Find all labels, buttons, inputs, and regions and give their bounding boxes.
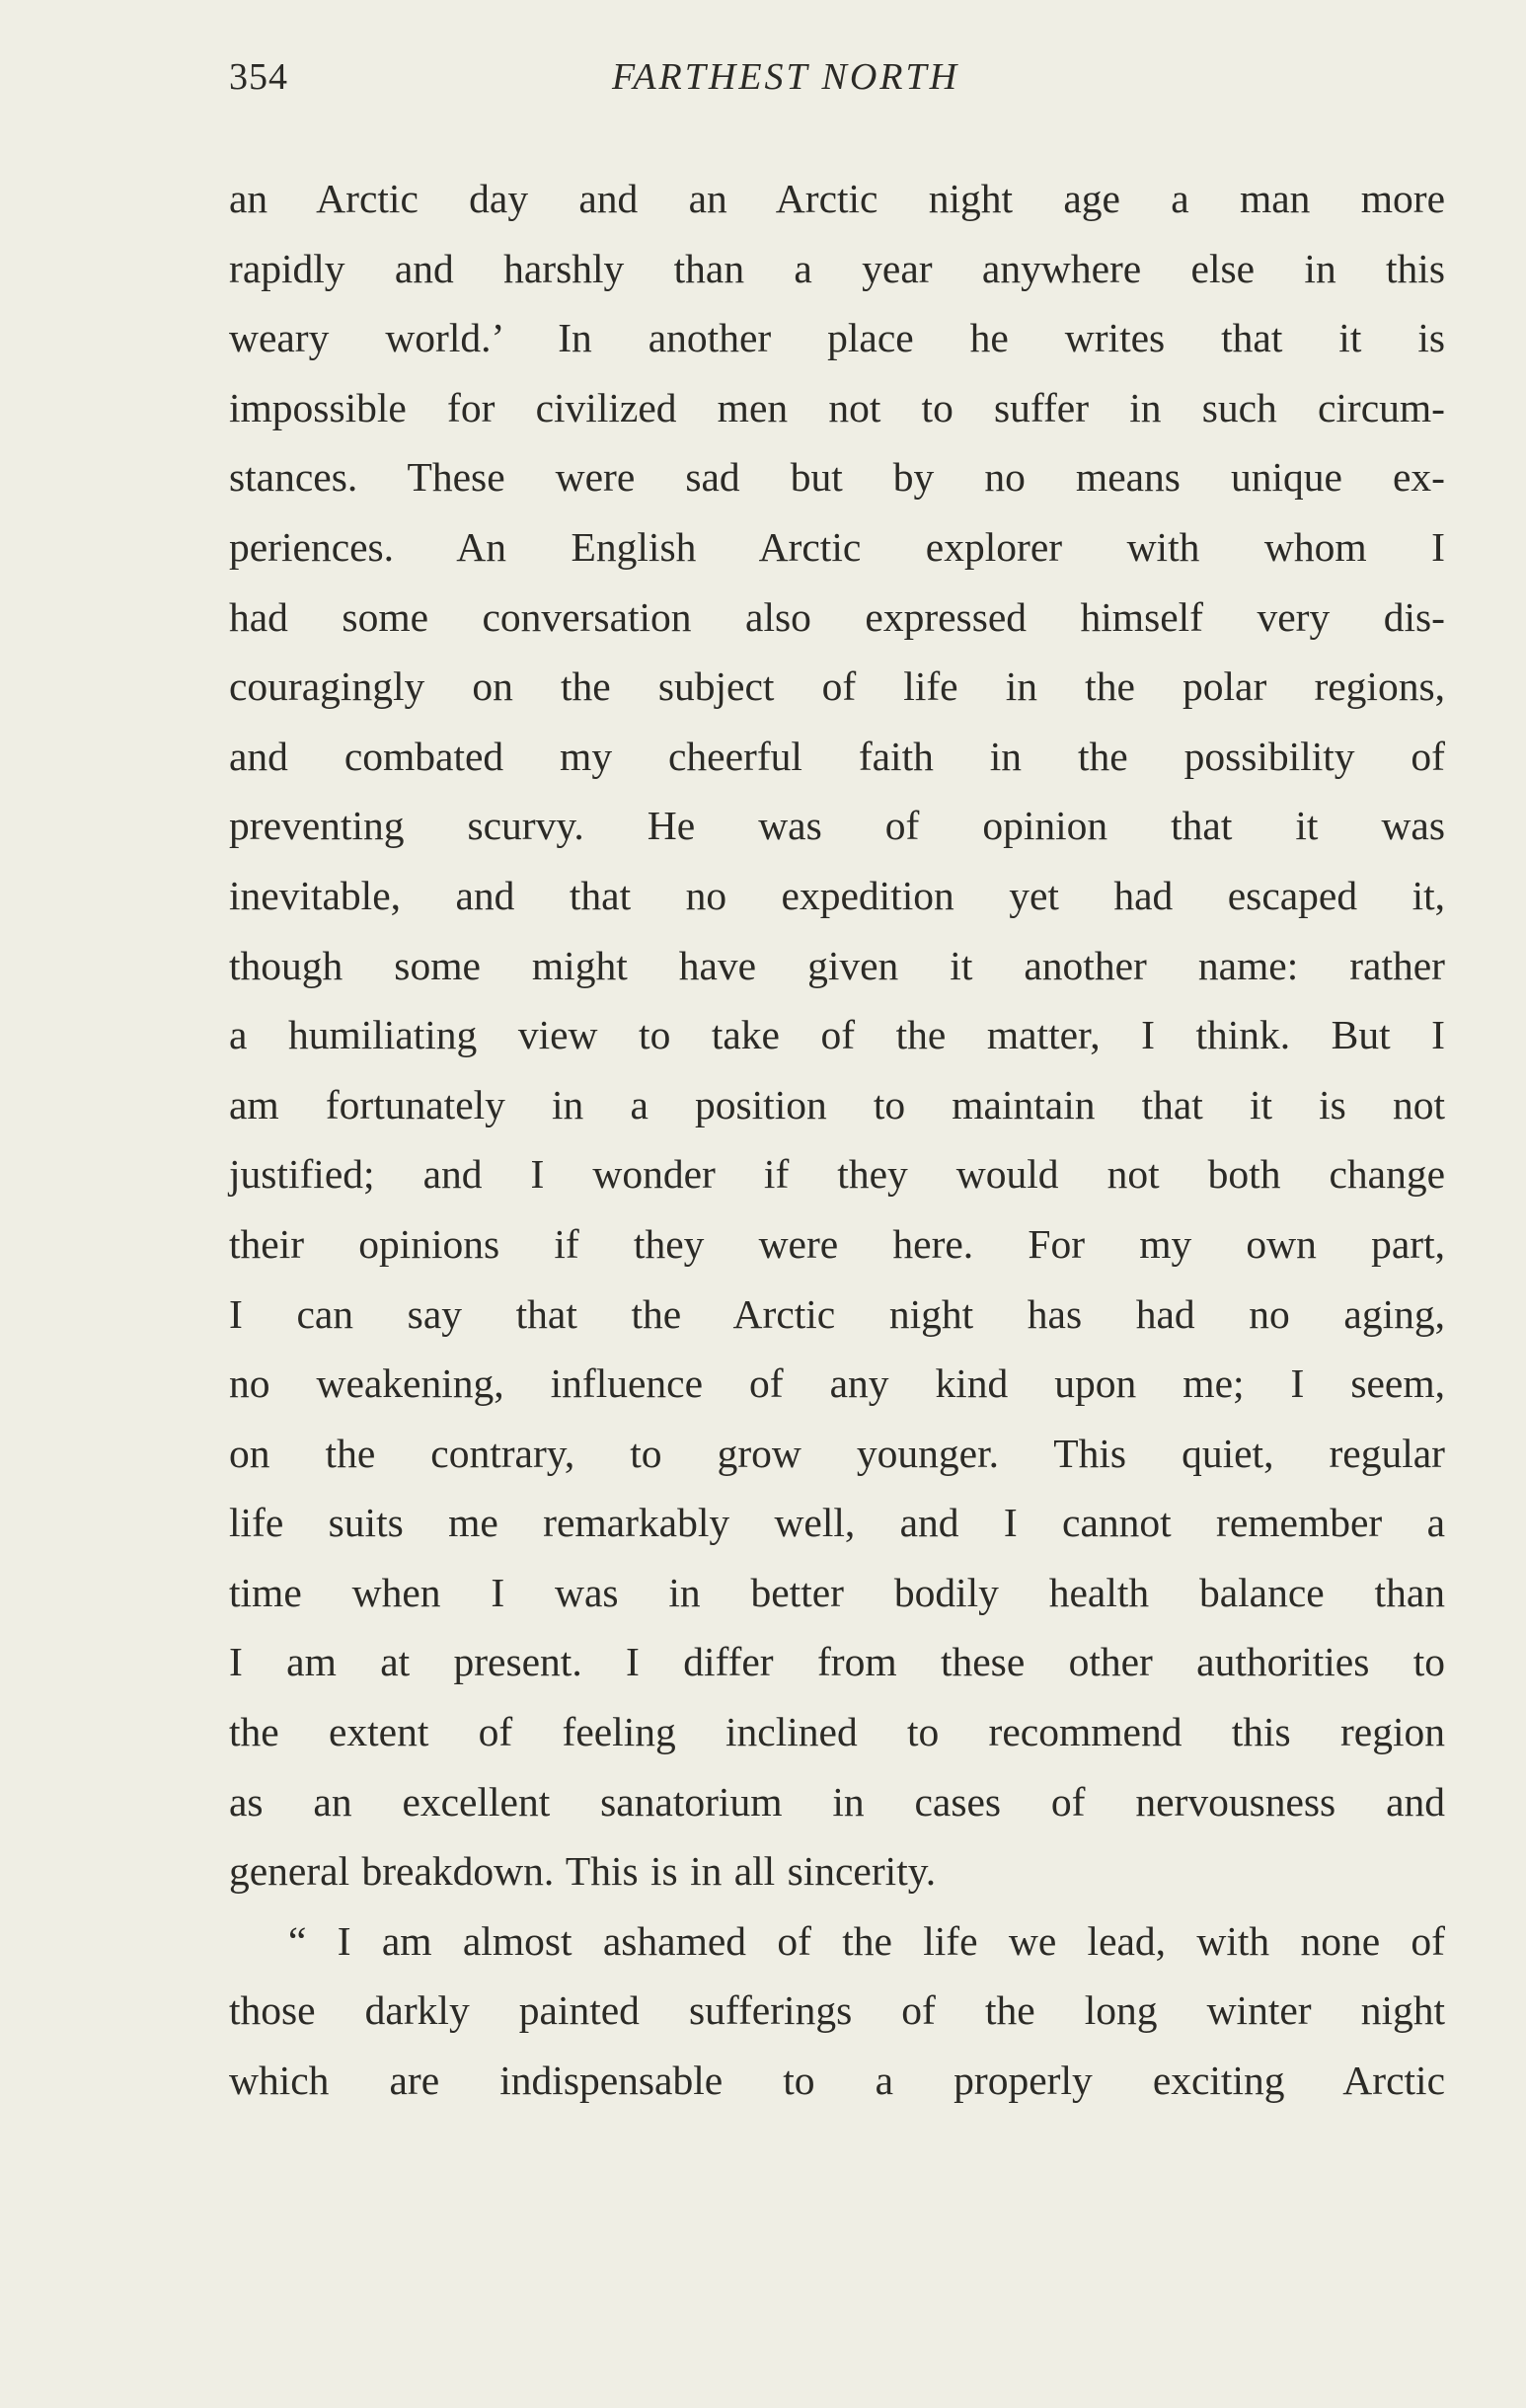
text-line: a humiliating view to take of the matter, I think. But I <box>229 1012 1445 1058</box>
text-line-paragraph-end: general breakdown. This is in all sincerity. <box>229 1848 937 1895</box>
text-line: the extent of feeling inclined to recommend this region <box>229 1709 1445 1755</box>
body-text <box>229 164 1445 2116</box>
text-line: life suits me remarkably well, and I cannot remember a <box>229 1500 1445 1546</box>
text-line: had some conversation also expressed himself very dis- <box>229 593 1445 640</box>
text-line: periences. An English Arctic explorer with whom I <box>229 523 1445 570</box>
text-line: and combated my cheerful faith in the possibility of <box>229 733 1445 779</box>
text-line: stances. These were sad but by no means unique ex- <box>229 454 1445 501</box>
text-line: rapidly and harshly than a year anywhere else in this <box>229 245 1445 291</box>
text-line: I am at present. I differ from these other authorities to <box>229 1639 1445 1685</box>
text-line: though some might have given it another name: rather <box>229 942 1445 988</box>
text-line: couragingly on the subject of life in the polar regions, <box>229 663 1445 710</box>
text-line: weary world.’ In another place he writes that it is <box>229 315 1445 361</box>
text-line: I can say that the Arctic night has had no aging, <box>229 1290 1445 1337</box>
page-header <box>229 55 1445 115</box>
text-line: impossible for civilized men not to suffer in such circum- <box>229 384 1445 430</box>
page-number: 354 <box>229 56 288 98</box>
text-line: as an excellent sanatorium in cases of nervousness and <box>229 1778 1445 1825</box>
text-line: an Arctic day and an Arctic night age a man more <box>229 176 1445 221</box>
text-line: which are indispensable to a properly exciting Arctic <box>229 2058 1445 2104</box>
text-line: their opinions if they were here. For my own part, <box>229 1220 1445 1267</box>
text-line: time when I was in better bodily health balance than <box>229 1569 1445 1615</box>
text-line-paragraph-start: “ I am almost ashamed of the life we lead, with none of <box>288 1917 1445 1964</box>
text-line: those darkly painted sufferings of the long winter night <box>229 1987 1445 2034</box>
text-line: justified; and I wonder if they would not both change <box>229 1151 1445 1198</box>
text-line: inevitable, and that no expedition yet had escaped it, <box>229 872 1445 918</box>
text-line: preventing scurvy. He was of opinion that it was <box>229 803 1445 849</box>
running-head: FARTHEST NORTH <box>612 56 960 98</box>
text-line: am fortunately in a position to maintain that it is not <box>229 1081 1445 1127</box>
text-line: on the contrary, to grow younger. This quiet, regular <box>229 1430 1445 1476</box>
text-line: no weakening, influence of any kind upon me; I seem, <box>229 1360 1445 1407</box>
